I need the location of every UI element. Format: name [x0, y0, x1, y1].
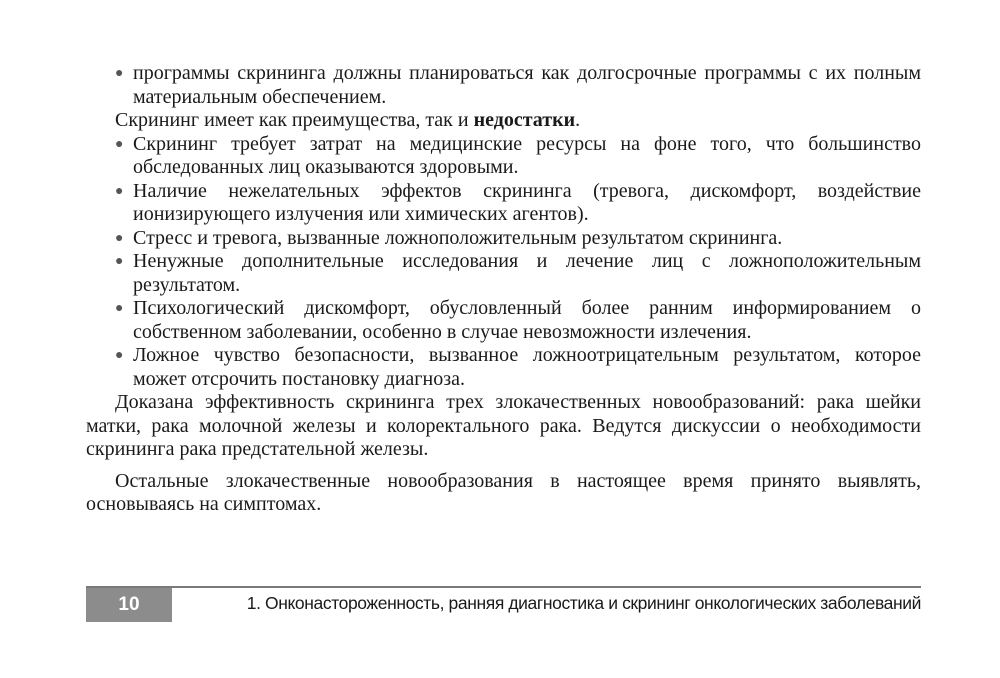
bullet-item — [86, 133, 921, 180]
page-number-box — [86, 588, 172, 622]
body-paragraph: Доказана эффективность скрининга трех злокачественных новообразований: рака шейки матки, рака молочной железы и колоректального рака. Ведутся дискуссии о необходимости скрининга рака предстательной железы. — [86, 391, 921, 460]
bullet-item — [86, 297, 921, 344]
body-paragraph: Остальные злокачественные новообразования в настоящее время принято выявлять, основываясь на симптомах. — [86, 469, 921, 515]
footer-divider — [86, 586, 921, 588]
intro-emphasis: недостатки — [473, 109, 576, 131]
bullet-item — [86, 250, 921, 297]
bullet-text: Ненужные дополнительные исследования и лечение лиц с ложноположительным результатом. — [133, 250, 921, 296]
bullet-text: Наличие нежелательных эффектов скрининга (тревога, дискомфорт, воздействие ионизирующего излучения или химических агентов). — [133, 179, 921, 225]
bullet-item — [86, 62, 921, 109]
bullet-text: Стресс и тревога, вызванные ложноположительным результатом скрининга. — [133, 226, 783, 249]
bullet-text: программы скрининга должны планироваться как долгосрочные программы с их полным материальным обеспечением. — [133, 62, 921, 108]
bullet-marker-icon: ● — [115, 183, 124, 199]
bullet-marker-icon: ● — [115, 66, 124, 81]
bullet-list-top — [86, 62, 921, 109]
drawbacks-list — [86, 133, 921, 392]
bullet-marker-icon: ● — [115, 230, 124, 246]
intro-paragraph — [86, 109, 921, 133]
bullet-marker-icon: ● — [115, 254, 124, 269]
bullet-item — [86, 344, 921, 391]
bullet-text: Скрининг требует затрат на медицинские ресурсы на фоне того, что большинство обследованных лиц оказываются здоровыми. — [133, 132, 921, 178]
page-number: 10 — [118, 594, 140, 615]
bullet-item — [86, 227, 921, 251]
bullet-item — [86, 180, 921, 227]
running-title: 1. Онконастороженность, ранняя диагностика и скрининг онкологических заболеваний — [246, 593, 921, 613]
page-footer — [86, 586, 921, 622]
bullet-marker-icon: ● — [115, 301, 124, 316]
bullet-text: Психологический дискомфорт, обусловленный более ранним информированием о собственном заболевании, особенно в случае невозможности излечения. — [133, 297, 921, 343]
bullet-text: Ложное чувство безопасности, вызванное ложноотрицательным результатом, которое может отсрочить постановку диагноза. — [133, 344, 921, 390]
bullet-marker-icon: ● — [115, 136, 124, 152]
bullet-marker-icon: ● — [115, 348, 124, 363]
intro-text: Скрининг имеет как преимущества, так и — [115, 109, 474, 131]
page-body — [86, 62, 921, 517]
intro-end: . — [575, 109, 581, 131]
